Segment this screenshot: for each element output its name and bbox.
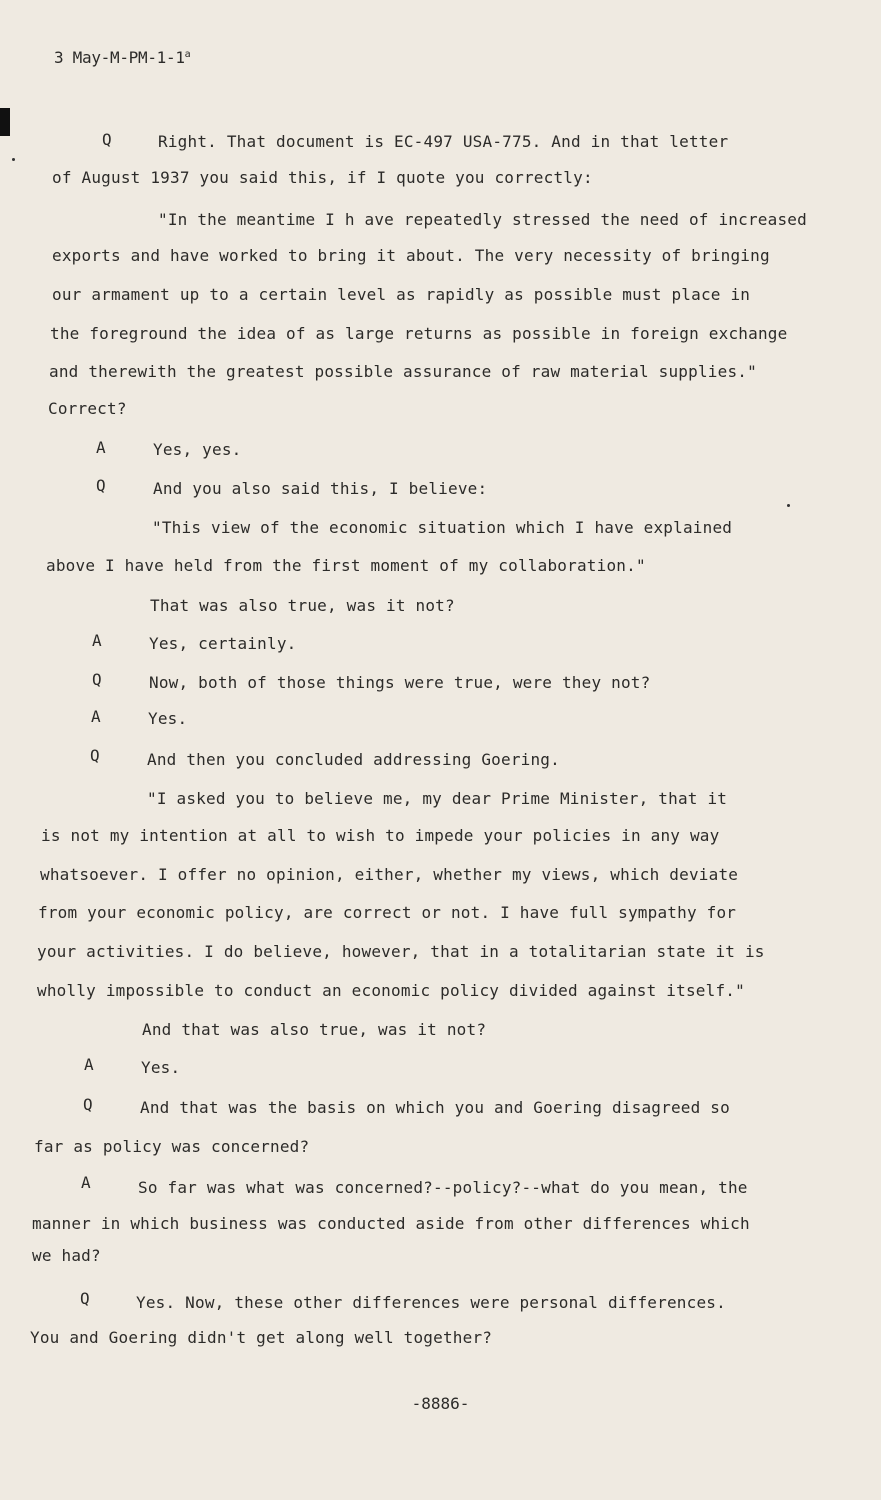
transcript-line: And that was the basis on which you and Goering disagreed so <box>140 1098 730 1117</box>
quote-line: wholly impossible to conduct an economic policy divided against itself." <box>37 981 745 1000</box>
transcript-line: of August 1937 you said this, if I quote you correctly: <box>52 168 593 187</box>
transcript-line: Yes, certainly. <box>149 634 297 653</box>
transcript-line: And that was also true, was it not? <box>142 1020 487 1039</box>
transcript-line: You and Goering didn't get along well together? <box>30 1328 493 1347</box>
speaker-label: Q <box>92 670 102 689</box>
quote-line: our armament up to a certain level as rapidly as possible must place in <box>52 285 751 304</box>
binding-mark <box>0 108 10 136</box>
transcript-line: far as policy was concerned? <box>34 1137 310 1156</box>
quote-line: "In the meantime I h ave repeatedly stressed the need of increased <box>158 210 807 229</box>
quote-line: and therewith the greatest possible assurance of raw material supplies." <box>49 362 757 381</box>
speaker-label: Q <box>96 476 106 495</box>
page-number: -8886- <box>411 1394 470 1413</box>
transcript-line: And you also said this, I believe: <box>153 479 488 498</box>
speaker-label: Q <box>83 1095 93 1114</box>
transcript-line: So far was what was concerned?--policy?--what do you mean, the <box>138 1178 748 1197</box>
page-header <box>54 48 190 67</box>
quote-line: exports and have worked to bring it about. The very necessity of bringing <box>52 246 770 265</box>
quote-line: is not my intention at all to wish to impede your policies in any way <box>41 826 720 845</box>
transcript-line: manner in which business was conducted aside from other differences which <box>32 1214 750 1233</box>
transcript-line: Yes, yes. <box>153 440 242 459</box>
quote-line: from your economic policy, are correct or not. I have full sympathy for <box>38 903 737 922</box>
quote-line: "I asked you to believe me, my dear Prime Minister, that it <box>147 789 728 808</box>
transcript-line: Now, both of those things were true, were they not? <box>149 673 651 692</box>
transcript-line: Yes. <box>148 709 188 728</box>
speaker-label: Q <box>102 130 112 149</box>
speaker-label: Q <box>90 746 100 765</box>
speaker-label: A <box>92 631 102 650</box>
ink-speck <box>787 504 790 507</box>
transcript-line: Correct? <box>48 399 127 418</box>
transcript-line: we had? <box>32 1246 101 1265</box>
header-ref-sup: a <box>184 49 191 60</box>
speaker-label: Q <box>80 1289 90 1308</box>
quote-line: your activities. I do believe, however, that in a totalitarian state it is <box>37 942 765 961</box>
header-ref: 3 May-M-PM-1-1 <box>54 48 185 67</box>
quote-line: above I have held from the first moment of my collaboration." <box>46 556 646 575</box>
quote-line: the foreground the idea of as large returns as possible in foreign exchange <box>50 324 788 343</box>
quote-line: whatsoever. I offer no opinion, either, whether my views, which deviate <box>40 865 739 884</box>
quote-line: "This view of the economic situation which I have explained <box>152 518 733 537</box>
transcript-line: And then you concluded addressing Goering. <box>147 750 560 769</box>
ink-speck <box>12 158 15 161</box>
transcript-line: Yes. <box>141 1058 181 1077</box>
speaker-label: A <box>91 707 101 726</box>
transcript-line: Right. That document is EC-497 USA-775. And in that letter <box>158 132 729 151</box>
speaker-label: A <box>84 1055 94 1074</box>
speaker-label: A <box>81 1173 91 1192</box>
transcript-line: Yes. Now, these other differences were personal differences. <box>136 1293 726 1312</box>
speaker-label: A <box>96 438 106 457</box>
transcript-line: That was also true, was it not? <box>150 596 455 615</box>
